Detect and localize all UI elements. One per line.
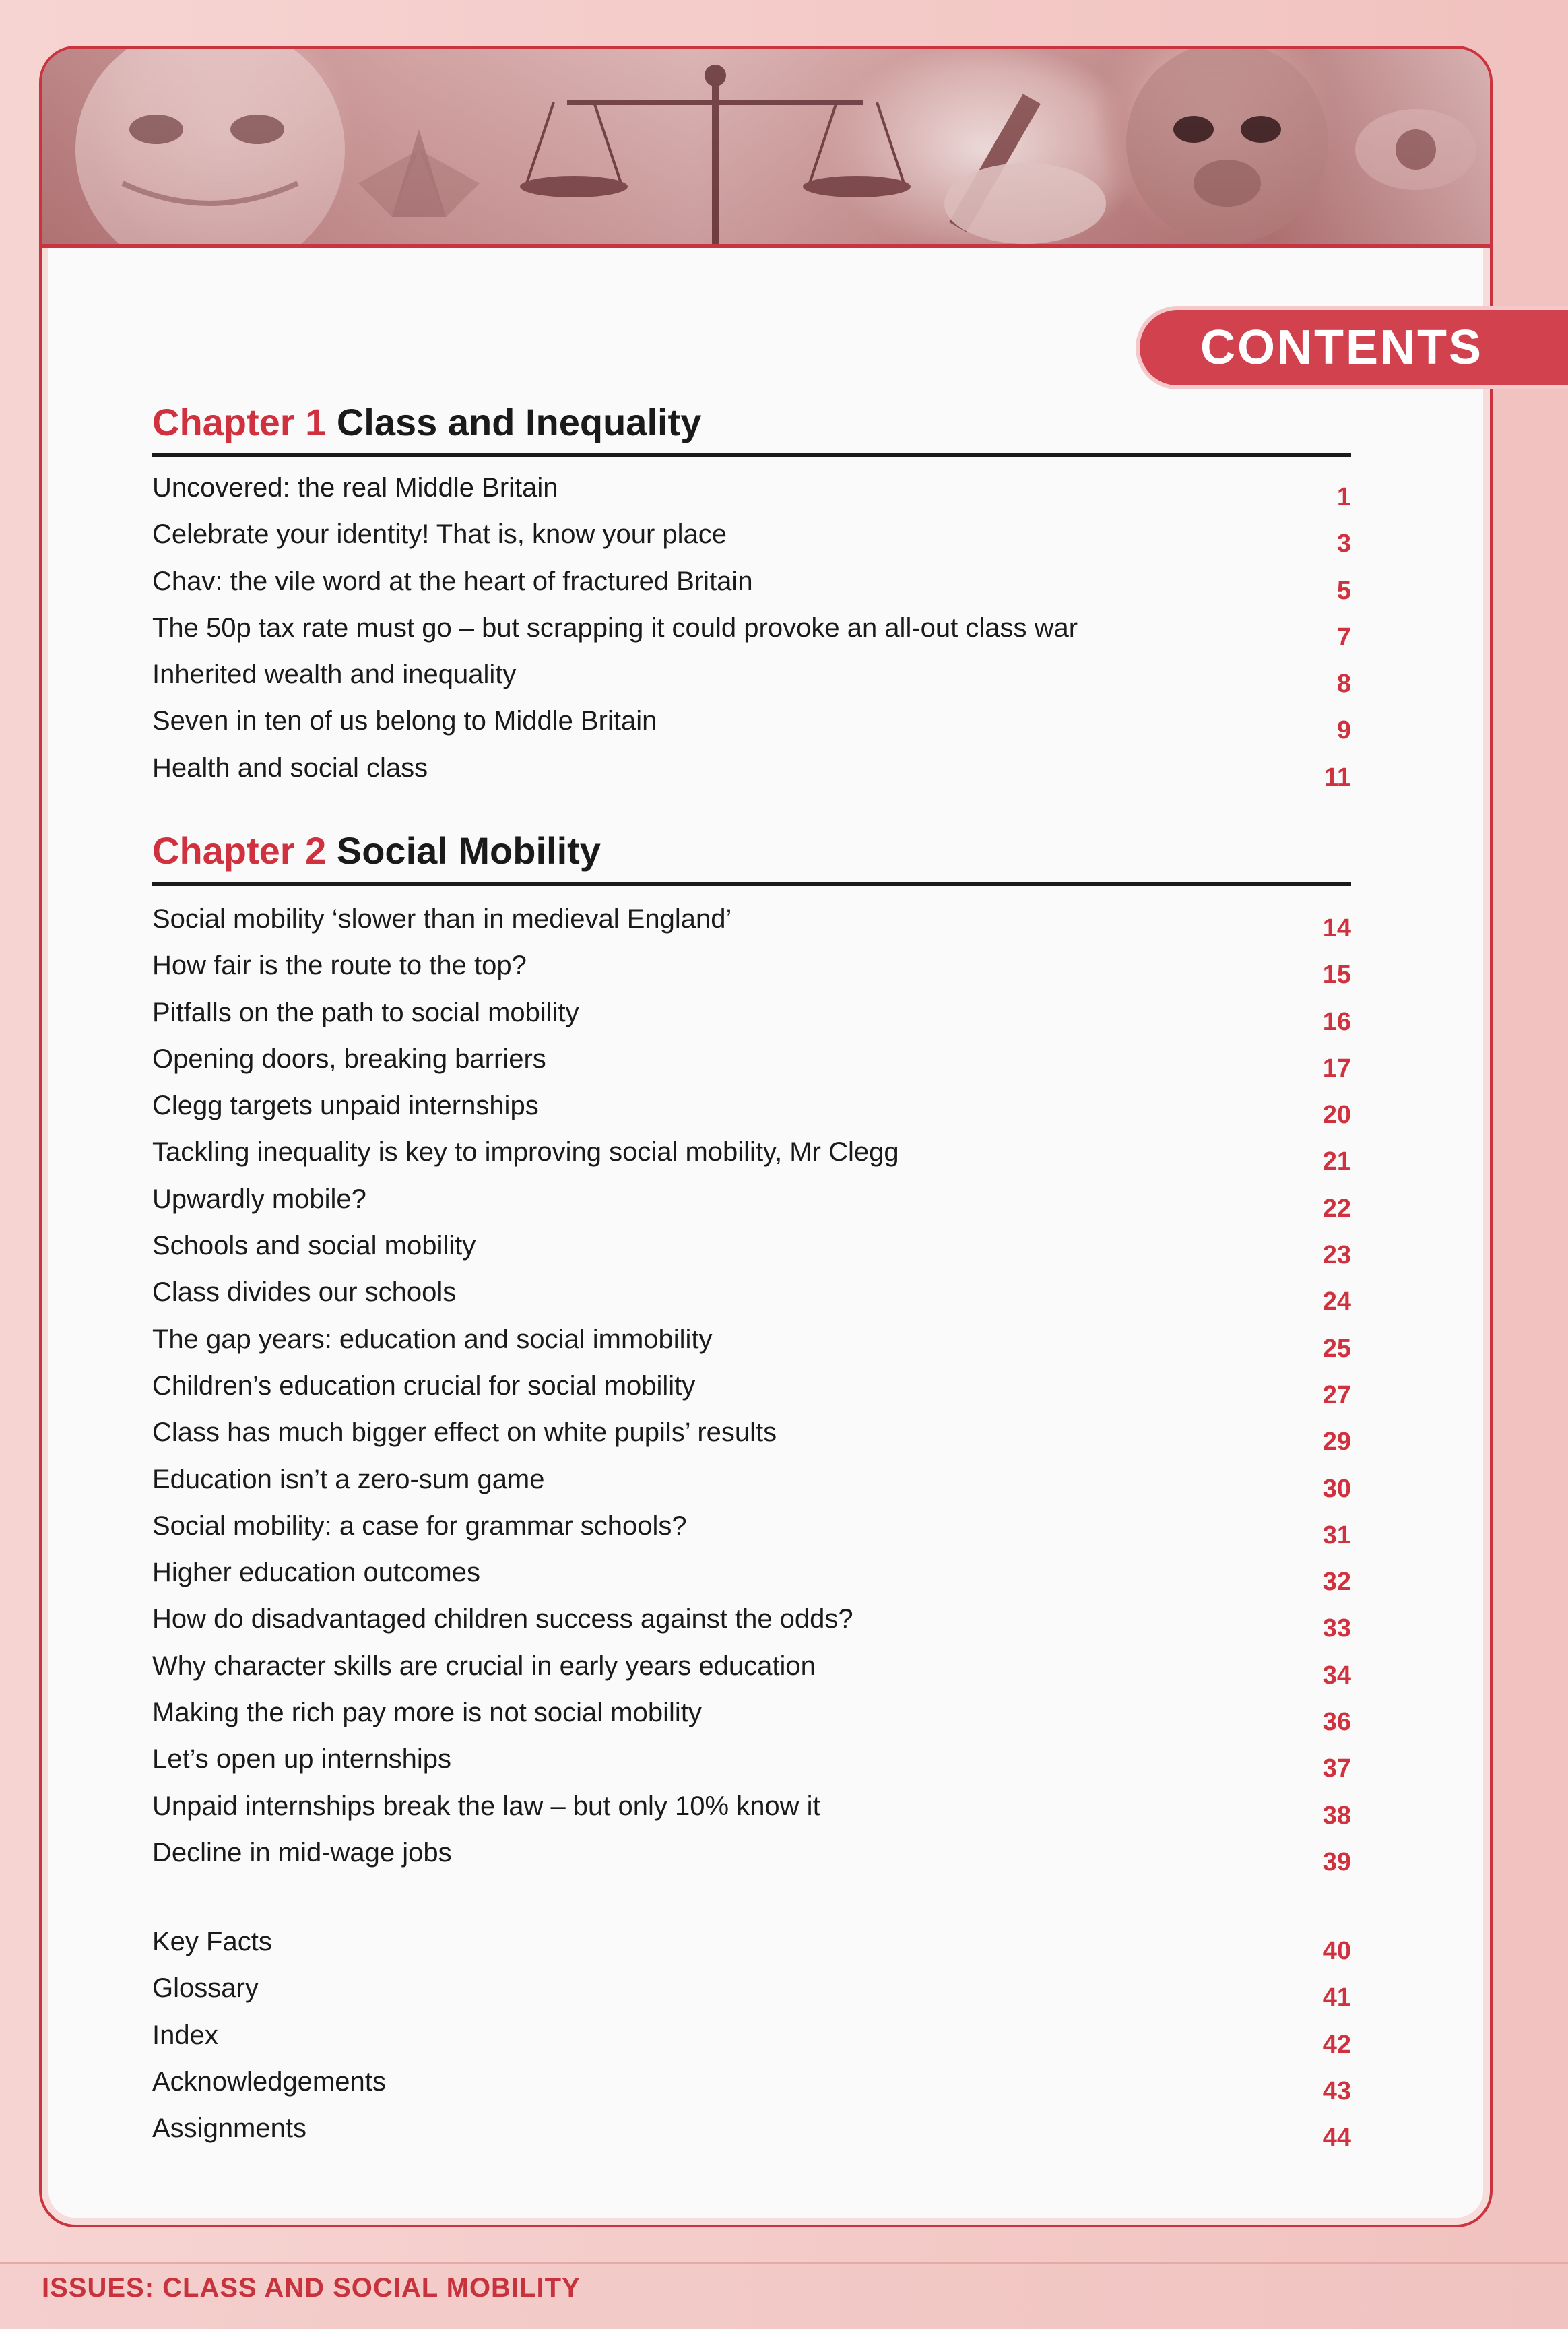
toc-entry[interactable]: The gap years: education and social immobility 25 — [152, 1324, 1351, 1363]
toc-entry[interactable]: Clegg targets unpaid internships 20 — [152, 1091, 1351, 1130]
contents-heading-tab: CONTENTS — [1140, 310, 1568, 385]
chapter-1-title: Class and Inequality — [336, 401, 702, 443]
toc-entry[interactable]: Why character skills are crucial in early years education 34 — [152, 1651, 1351, 1690]
toc-entry[interactable]: Pitfalls on the path to social mobility 16 — [152, 997, 1351, 1036]
toc-entry[interactable]: Making the rich pay more is not social mobility 36 — [152, 1698, 1351, 1737]
toc-entry-index[interactable]: Index 42 — [152, 2020, 1351, 2059]
toc-entry[interactable]: Chav: the vile word at the heart of fractured Britain 5 — [152, 566, 1351, 605]
toc-entry[interactable]: Inherited wealth and inequality 8 — [152, 660, 1351, 699]
chapter-2-title: Social Mobility — [336, 829, 601, 872]
toc-entry[interactable]: Decline in mid-wage jobs 39 — [152, 1837, 1351, 1876]
toc-entry[interactable]: Class divides our schools 24 — [152, 1277, 1351, 1316]
toc-entry[interactable]: Health and social class 11 — [152, 753, 1351, 792]
toc-entry-key-facts[interactable]: Key Facts 40 — [152, 1927, 1351, 1965]
toc-entry[interactable]: Let’s open up internships 37 — [152, 1744, 1351, 1783]
toc-entry[interactable]: Seven in ten of us belong to Middle Britain 9 — [152, 706, 1351, 745]
toc-entry[interactable]: Uncovered: the real Middle Britain 1 — [152, 473, 1351, 511]
header-banner-image — [42, 49, 1490, 248]
toc-entry[interactable]: How fair is the route to the top? 15 — [152, 951, 1351, 990]
toc-entry[interactable]: Celebrate your identity! That is, know your place 3 — [152, 519, 1351, 559]
toc-entry[interactable]: How do disadvantaged children success against the odds? 33 — [152, 1604, 1351, 1643]
toc-entry-assignments[interactable]: Assignments 44 — [152, 2113, 1351, 2152]
chapter-2-label: Chapter 2 — [152, 829, 327, 872]
toc-entry[interactable]: Education isn’t a zero-sum game 30 — [152, 1464, 1351, 1503]
toc-entry[interactable]: Children’s education crucial for social mobility 27 — [152, 1370, 1351, 1409]
chapter-1-heading — [152, 400, 1351, 457]
toc-entry[interactable]: Upwardly mobile? 22 — [152, 1184, 1351, 1223]
toc-entry[interactable]: The 50p tax rate must go – but scrapping it could provoke an all-out class war 7 — [152, 612, 1351, 651]
toc-entry[interactable]: Opening doors, breaking barriers 17 — [152, 1044, 1351, 1083]
toc-entry[interactable]: Class has much bigger effect on white pupils’ results 29 — [152, 1417, 1351, 1457]
toc-entry[interactable]: Higher education outcomes 32 — [152, 1558, 1351, 1597]
toc-entry[interactable]: Social mobility: a case for grammar schools? 31 — [152, 1510, 1351, 1550]
toc-entry-acknowledgements[interactable]: Acknowledgements 43 — [152, 2066, 1351, 2105]
toc-entry-glossary[interactable]: Glossary 41 — [152, 1973, 1351, 2012]
chapter-1-label: Chapter 1 — [152, 401, 327, 443]
footer-series-title: ISSUES: CLASS AND SOCIAL MOBILITY — [42, 2273, 581, 2303]
toc-entry[interactable]: Social mobility ‘slower than in medieval England’ 14 — [152, 904, 1351, 943]
toc-entry[interactable]: Unpaid internships break the law – but only 10% know it 38 — [152, 1791, 1351, 1830]
chapter-2-heading — [152, 829, 1351, 886]
chapter-2-entries — [152, 896, 1351, 1876]
banner-shade — [42, 49, 1490, 244]
chapter-1-entries — [152, 465, 1351, 792]
toc-entry[interactable]: Tackling inequality is key to improving social mobility, Mr Clegg 21 — [152, 1137, 1351, 1176]
back-matter-entries — [152, 1919, 1351, 2152]
toc-entry[interactable]: Schools and social mobility 23 — [152, 1231, 1351, 1270]
